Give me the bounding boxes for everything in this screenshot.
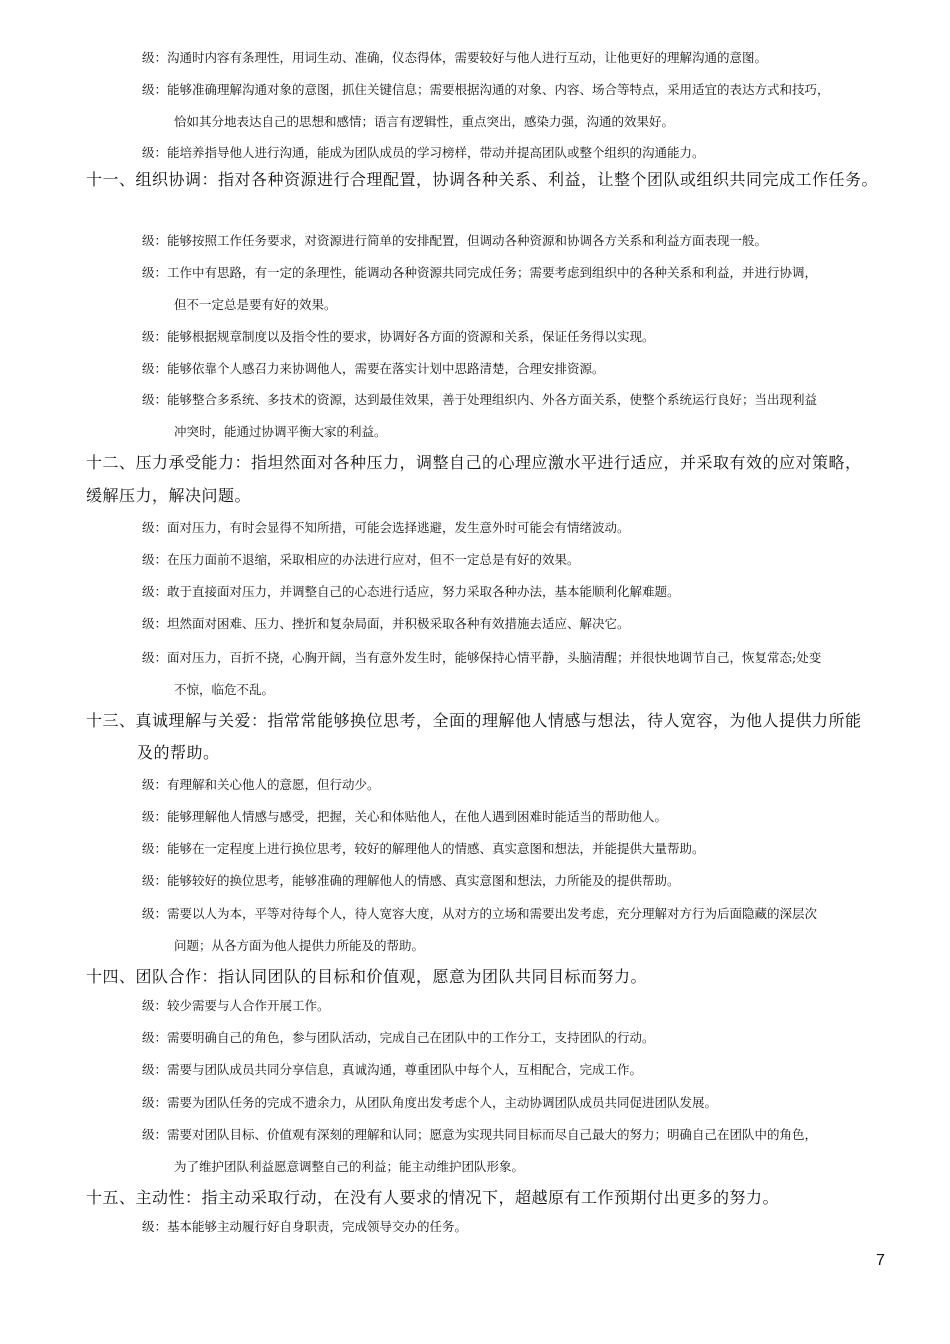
text-line: 级：沟通时内容有条理性，用词生动、准确，仪态得体，需要较好与他人进行互动，让他更好的理解沟通的意图。 bbox=[142, 50, 768, 65]
text-line: 级：能够较好的换位思考，能够准确的理解他人的情感、真实意图和想法，力所能及的提供帮助。 bbox=[142, 873, 680, 888]
text-line: 级：有理解和关心他人的意愿，但行动少。 bbox=[142, 777, 380, 792]
text-line: 级：能够按照工作任务要求，对资源进行简单的安排配置，但调动各种资源和协调各方关系和利益方面表现一般。 bbox=[142, 233, 768, 248]
text-line: 级：能够根据规章制度以及指令性的要求，协调好各方面的资源和关系，保证任务得以实现。 bbox=[142, 329, 655, 344]
text-line: 级：工作中有思路，有一定的条理性，能调动各种资源共同完成任务；需要考虑到组织中的各种关系和利益，并进行协调， bbox=[142, 265, 818, 280]
text-line: 级：面对压力，百折不挠，心胸开阔，当有意外发生时，能够保持心情平静，头脑清醒；并很快地调节自己，恢复常态;处变 bbox=[142, 650, 822, 665]
text-line: 恰如其分地表达自己的思想和感情；语言有逻辑性，重点突出，感染力强，沟通的效果好。 bbox=[174, 114, 675, 129]
section-heading: 及的帮助。 bbox=[137, 743, 220, 762]
text-line: 级：需要对团队目标、价值观有深刻的理解和认同；愿意为实现共同目标而尽自己最大的努力；明确自己在团队中的角色， bbox=[142, 1127, 818, 1142]
text-line: 级：能培养指导他人进行沟通，能成为团队成员的学习榜样，带动并提高团队或整个组织的沟通能力。 bbox=[142, 145, 705, 160]
text-line: 级：基本能够主动履行好自身职责，完成领导交办的任务。 bbox=[142, 1219, 468, 1234]
text-line: 级：能够准确理解沟通对象的意图，抓住关键信息；需要根据沟通的对象、内容、场合等特点，采用适宜的表达方式和技巧， bbox=[142, 82, 830, 97]
text-line: 为了维护团队利益愿意调整自己的利益；能主动维护团队形象。 bbox=[174, 1159, 525, 1174]
text-line: 级：能够在一定程度上进行换位思考，较好的解理他人的情感、真实意图和想法，并能提供大量帮助。 bbox=[142, 841, 705, 856]
text-line: 级：能够理解他人情感与感受，把握，关心和体贴他人，在他人遇到困难时能适当的帮助他人。 bbox=[142, 809, 668, 824]
text-line: 级：较少需要与人合作开展工作。 bbox=[142, 998, 330, 1013]
section-heading: 十四、团队合作：指认同团队的目标和价值观，愿意为团队共同目标而努力。 bbox=[86, 967, 648, 986]
text-line: 级：需要为团队任务的完成不遗余力，从团队角度出发考虑个人，主动协调团队成员共同促进团队发展。 bbox=[142, 1095, 718, 1110]
text-line: 级：需要与团队成员共同分享信息，真诚沟通，尊重团队中每个人，互相配合，完成工作。 bbox=[142, 1062, 643, 1077]
section-heading: 十二、压力承受能力：指坦然面对各种压力，调整自己的心理应激水平进行适应，并采取有效的应对策略， bbox=[86, 453, 862, 472]
text-line: 级：敢于直接面对压力，并调整自己的心态进行适应，努力采取各种办法，基本能顺利化解难题。 bbox=[142, 584, 680, 599]
text-line: 级：能够依靠个人感召力来协调他人，需要在落实计划中思路清楚，合理安排资源。 bbox=[142, 361, 605, 376]
section-heading: 十五、主动性：指主动采取行动，在没有人要求的情况下，超越原有工作预期付出更多的努力。 bbox=[86, 1188, 780, 1207]
text-line: 问题；从各方面为他人提供力所能及的帮助。 bbox=[174, 938, 425, 953]
section-heading: 缓解压力，解决问题。 bbox=[86, 486, 252, 505]
text-line: 级：需要明确自己的角色，参与团队活动，完成自己在团队中的工作分工，支持团队的行动。 bbox=[142, 1030, 655, 1045]
text-line: 级：在压力面前不退缩，采取相应的办法进行应对，但不一定总是有好的效果。 bbox=[142, 552, 580, 567]
text-line: 冲突时，能通过协调平衡大家的利益。 bbox=[174, 424, 387, 439]
page-number: 7 bbox=[876, 1252, 885, 1269]
text-line: 级：坦然面对困难、压力、挫折和复杂局面，并积极采取各种有效措施去适应、解决它。 bbox=[142, 616, 630, 631]
text-line: 级：能够整合多系统、多技术的资源，达到最佳效果，善于处理组织内、外各方面关系，使整个系统运行良好；当出现利益 bbox=[142, 392, 818, 407]
section-heading: 十一、组织协调：指对各种资源进行合理配置，协调各种关系、利益，让整个团队或组织共同完成工作任务。 bbox=[86, 170, 879, 189]
section-heading: 十三、真诚理解与关爱：指常常能够换位思考，全面的理解他人情感与想法，待人宽容，为他人提供力所能 bbox=[86, 711, 862, 730]
text-line: 级：面对压力，有时会显得不知所措，可能会选择逃避，发生意外时可能会有情绪波动。 bbox=[142, 520, 630, 535]
text-line: 但不一定总是要有好的效果。 bbox=[174, 297, 337, 312]
text-line: 不惊，临危不乱。 bbox=[174, 682, 275, 697]
text-line: 级：需要以人为本，平等对待每个人，待人宽容大度，从对方的立场和需要出发考虑，充分理解对方行为后面隐藏的深层次 bbox=[142, 906, 818, 921]
